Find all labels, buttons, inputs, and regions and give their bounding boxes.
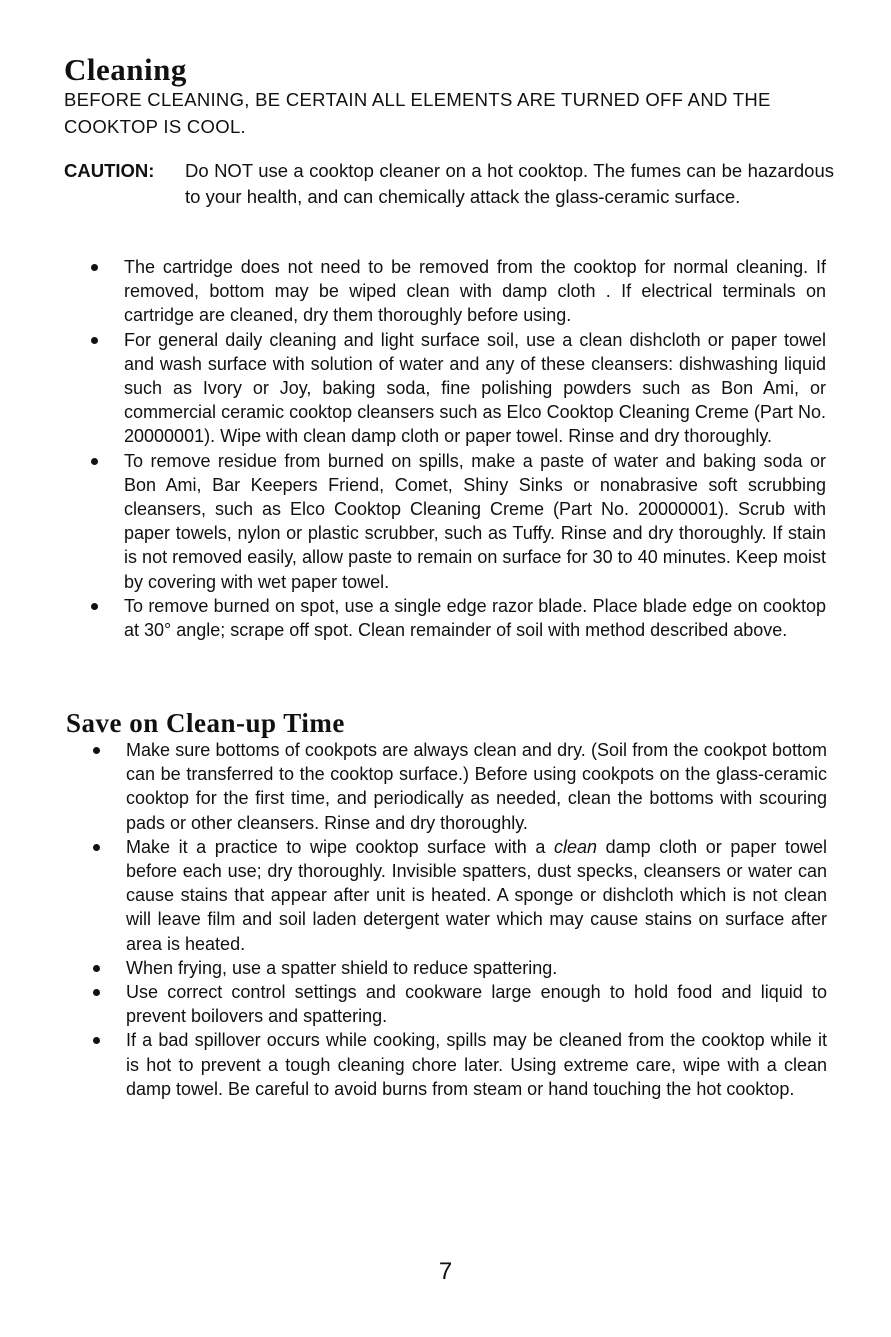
cleaning-heading: Cleaning <box>64 52 187 87</box>
wipe-text-after: damp cloth or paper towel before each use; dry thoroughly. Invisible spatters, dust specks, cleansers or water can cause stains that appear after unit is heated. A sponge or dishcloth which is not clean will leave film and soil laden detergent water which may cause stains on surface after area is heated. <box>126 836 827 954</box>
cleaning-intro: BEFORE CLEANING, BE CERTAIN ALL ELEMENTS ARE TURNED OFF AND THE COOKTOP IS COOL. <box>64 89 771 137</box>
list-item-text: When frying, use a spatter shield to reduce spattering. <box>126 957 558 978</box>
page-number: 7 <box>438 1258 453 1285</box>
bullet-icon <box>93 1037 100 1044</box>
caution-block <box>64 158 834 210</box>
bullet-icon <box>91 458 98 465</box>
list-item-text: Make sure bottoms of cookpots are always clean and dry. (Soil from the cookpot bottom can be transferred to the cooktop surface.) Before using cookpots on the glass-ceramic cooktop for the first time, and periodically as needed, clean the bottoms with scouring pads or other cleansers. Rinse and dry thoroughly. <box>126 740 827 833</box>
cleanup-heading: Save on Clean-up Time <box>66 708 345 738</box>
list-item <box>93 835 827 956</box>
list-item <box>91 255 826 328</box>
list-item <box>93 1028 827 1101</box>
bullet-icon <box>93 747 100 754</box>
list-item-text: The cartridge does not need to be removed from the cooktop for normal cleaning. If removed, bottom may be wiped clean with damp cloth . If electrical terminals on cartridge are cleaned, dry them thoroughly before using. <box>124 257 826 326</box>
list-item <box>93 738 827 835</box>
list-item-text: Use correct control settings and cookware large enough to hold food and liquid to prevent boilovers and spattering. <box>126 982 827 1027</box>
bullet-icon <box>91 337 98 344</box>
list-item <box>91 328 826 449</box>
bullet-icon <box>93 989 100 996</box>
caution-label: CAUTION: <box>64 160 155 181</box>
list-item <box>93 956 827 980</box>
cleanup-list <box>93 738 827 1101</box>
caution-text: Do NOT use a cooktop cleaner on a hot cooktop. The fumes can be hazardous to your health, and can chemically attack the glass-ceramic surface. <box>185 160 834 207</box>
bullet-icon <box>93 844 100 851</box>
list-item <box>91 594 826 642</box>
list-item-text: If a bad spillover occurs while cooking, spills may be cleaned from the cooktop while it is hot to prevent a tough cleaning chore later. Using extreme care, wipe with a clean damp towel. Be careful to avoid burns from steam or hand touching the hot cooktop. <box>126 1030 827 1099</box>
bullet-icon <box>91 603 98 610</box>
wipe-text-before: Make it a practice to wipe cooktop surface with a <box>126 836 546 857</box>
list-item <box>93 980 827 1028</box>
list-item-text: To remove residue from burned on spills, make a paste of water and baking soda or Bon Ami, Bar Keepers Friend, Comet, Shiny Sinks or nonabrasive soft scrubbing cleansers, such as Elco Cooktop Cleaning Creme (Part No. 20000001). Scrub with paper towels, nylon or plastic scrubber, such as Tuffy. Rinse and dry thoroughly. If stain is not removed easily, allow paste to remain on surface for 30 to 40 minutes. Keep moist by covering with wet paper towel. <box>124 450 826 592</box>
cleaning-list <box>91 255 826 642</box>
bullet-icon <box>91 264 98 271</box>
list-item-text: For general daily cleaning and light surface soil, use a clean dishcloth or paper towel and wash surface with solution of water and any of these cleansers: dishwashing liquid such as Ivory or Joy, baking soda, fine polishing powders such as Bon Ami, or commercial ceramic cooktop cleansers such as Elco Cooktop Cleaning Creme (Part No. 20000001). Wipe with clean damp cloth or paper towel. Rinse and dry thoroughly. <box>124 329 826 447</box>
list-item-text: To remove burned on spot, use a single edge razor blade. Place blade edge on cooktop at 30° angle; scrape off spot. Clean remainder of soil with method described above. <box>124 595 826 641</box>
wipe-text-emphasis: clean <box>553 836 597 857</box>
list-item <box>91 449 826 594</box>
bullet-icon <box>93 965 100 972</box>
